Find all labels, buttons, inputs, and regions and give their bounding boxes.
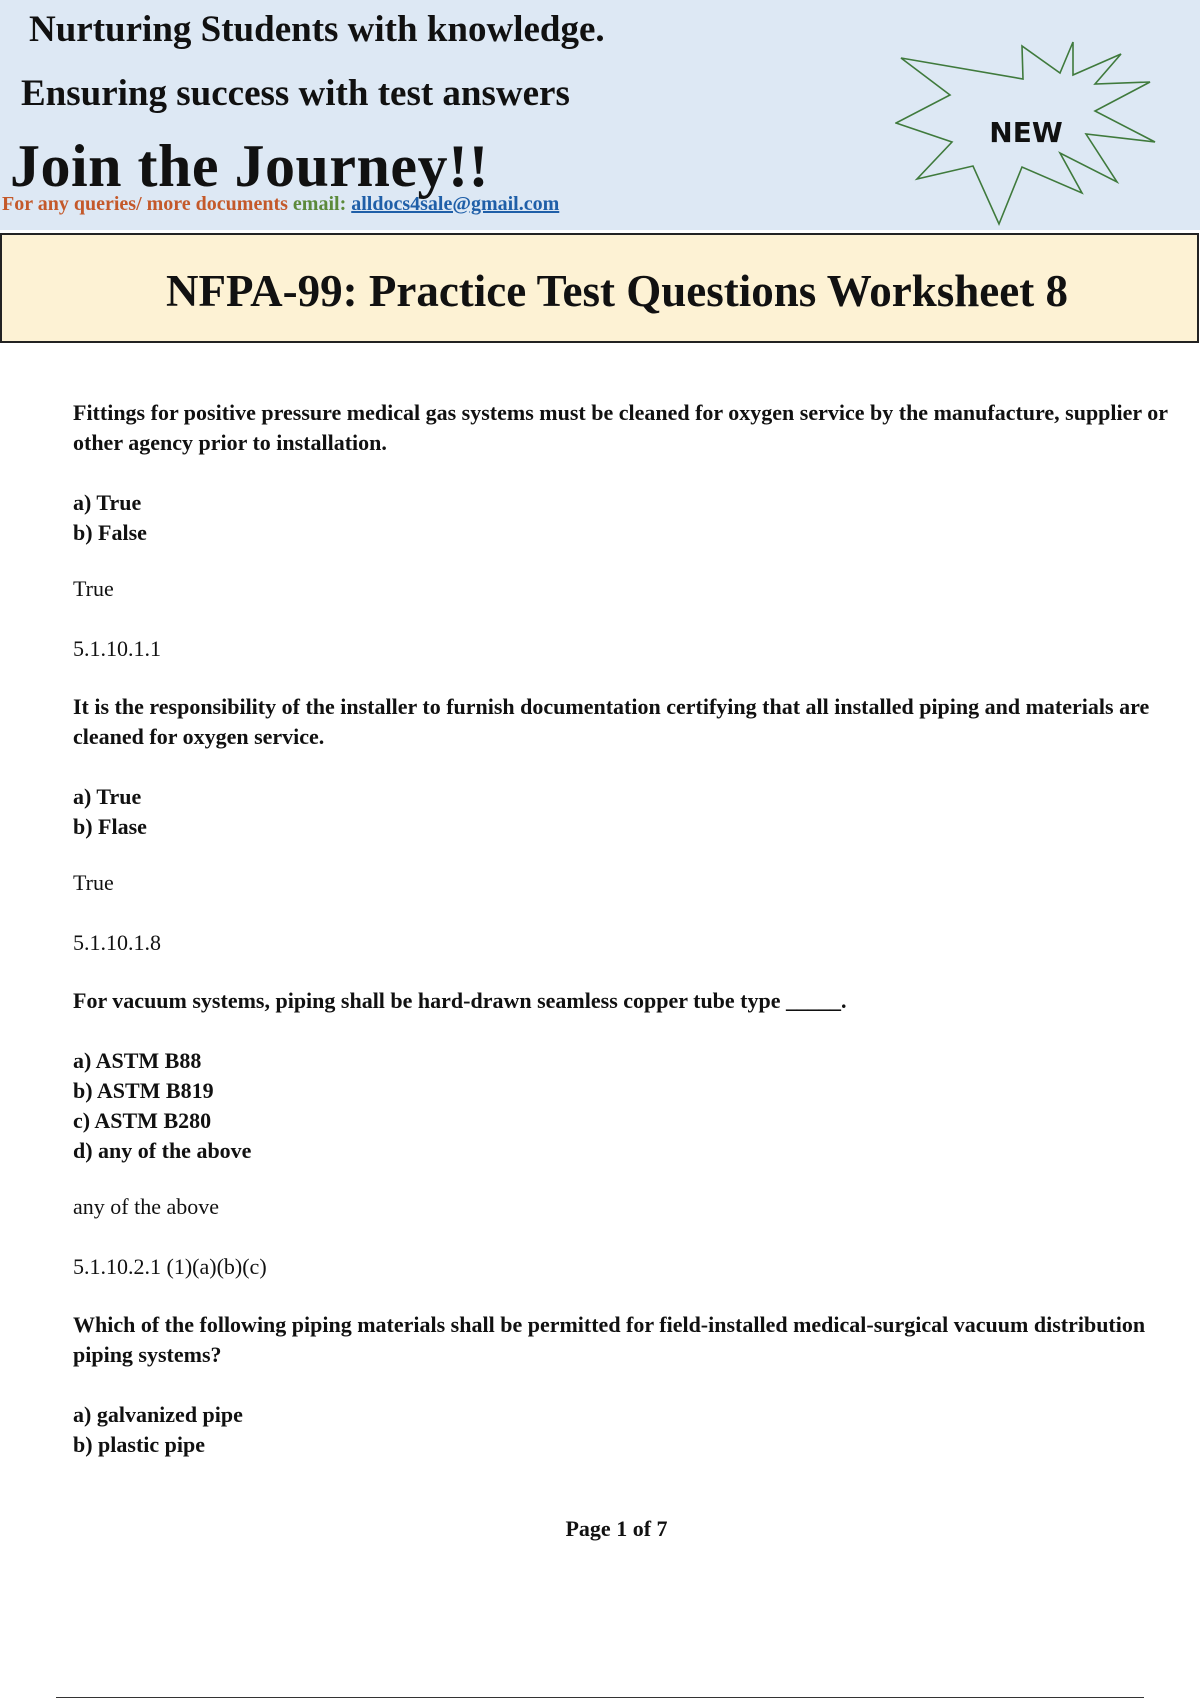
option-a: a) ASTM B88 — [73, 1048, 202, 1073]
header-banner — [0, 0, 1200, 230]
email-link[interactable]: alldocs4sale@gmail.com — [351, 193, 560, 215]
answer-text: True — [73, 576, 114, 601]
option-a: a) True — [73, 490, 142, 515]
option-d: d) any of the above — [73, 1138, 252, 1163]
new-starburst-badge — [895, 38, 1165, 228]
question-text: Fittings for positive pressure medical gas systems must be cleaned for oxygen service by the manufacture, supplier or other agency prior to installation. — [73, 400, 1168, 455]
tagline-join: Join the Journey!! — [10, 133, 489, 199]
badge-label: NEW — [989, 116, 1063, 149]
reference-text: 5.1.10.1.1 — [73, 636, 161, 661]
option-list — [73, 488, 1183, 548]
question-4 — [73, 1310, 1183, 1460]
option-c: c) ASTM B280 — [73, 1108, 212, 1133]
question-text: It is the responsibility of the installer to furnish documentation certifying that all installed piping and materials are cleaned for oxygen service. — [73, 694, 1150, 749]
option-list — [73, 782, 1183, 842]
option-list — [73, 1046, 1183, 1166]
option-a: a) galvanized pipe — [73, 1402, 243, 1427]
question-1 — [73, 398, 1183, 664]
title-box — [0, 233, 1199, 343]
contact-label: For any queries/ more documents — [2, 193, 293, 215]
question-2 — [73, 692, 1183, 958]
email-label: email: — [292, 193, 352, 215]
page-title: NFPA-99: Practice Test Questions Worksheet 8 — [166, 266, 1068, 316]
question-text: Which of the following piping materials shall be permitted for field-installed medical-surgical vacuum distribution piping systems? — [73, 1312, 1146, 1367]
question-list — [73, 398, 1183, 1460]
footer-divider — [56, 1697, 1144, 1698]
option-b: b) Flase — [73, 814, 147, 839]
answer-text: any of the above — [73, 1194, 219, 1219]
option-b: b) plastic pipe — [73, 1432, 206, 1457]
option-b: b) ASTM B819 — [73, 1078, 214, 1103]
contact-line — [2, 193, 559, 216]
page-number: Page 1 of 7 — [565, 1516, 668, 1541]
reference-text: 5.1.10.1.8 — [73, 930, 161, 955]
answer-text: True — [73, 870, 114, 895]
option-a: a) True — [73, 784, 142, 809]
tagline-nurturing: Nurturing Students with knowledge. — [29, 9, 605, 50]
option-list — [73, 1400, 1183, 1460]
question-3 — [73, 986, 1183, 1282]
reference-text: 5.1.10.2.1 (1)(a)(b)(c) — [73, 1254, 267, 1279]
option-b: b) False — [73, 520, 147, 545]
tagline-ensuring: Ensuring success with test answers — [21, 73, 570, 114]
question-text: For vacuum systems, piping shall be hard-drawn seamless copper tube type _____. — [73, 988, 847, 1013]
